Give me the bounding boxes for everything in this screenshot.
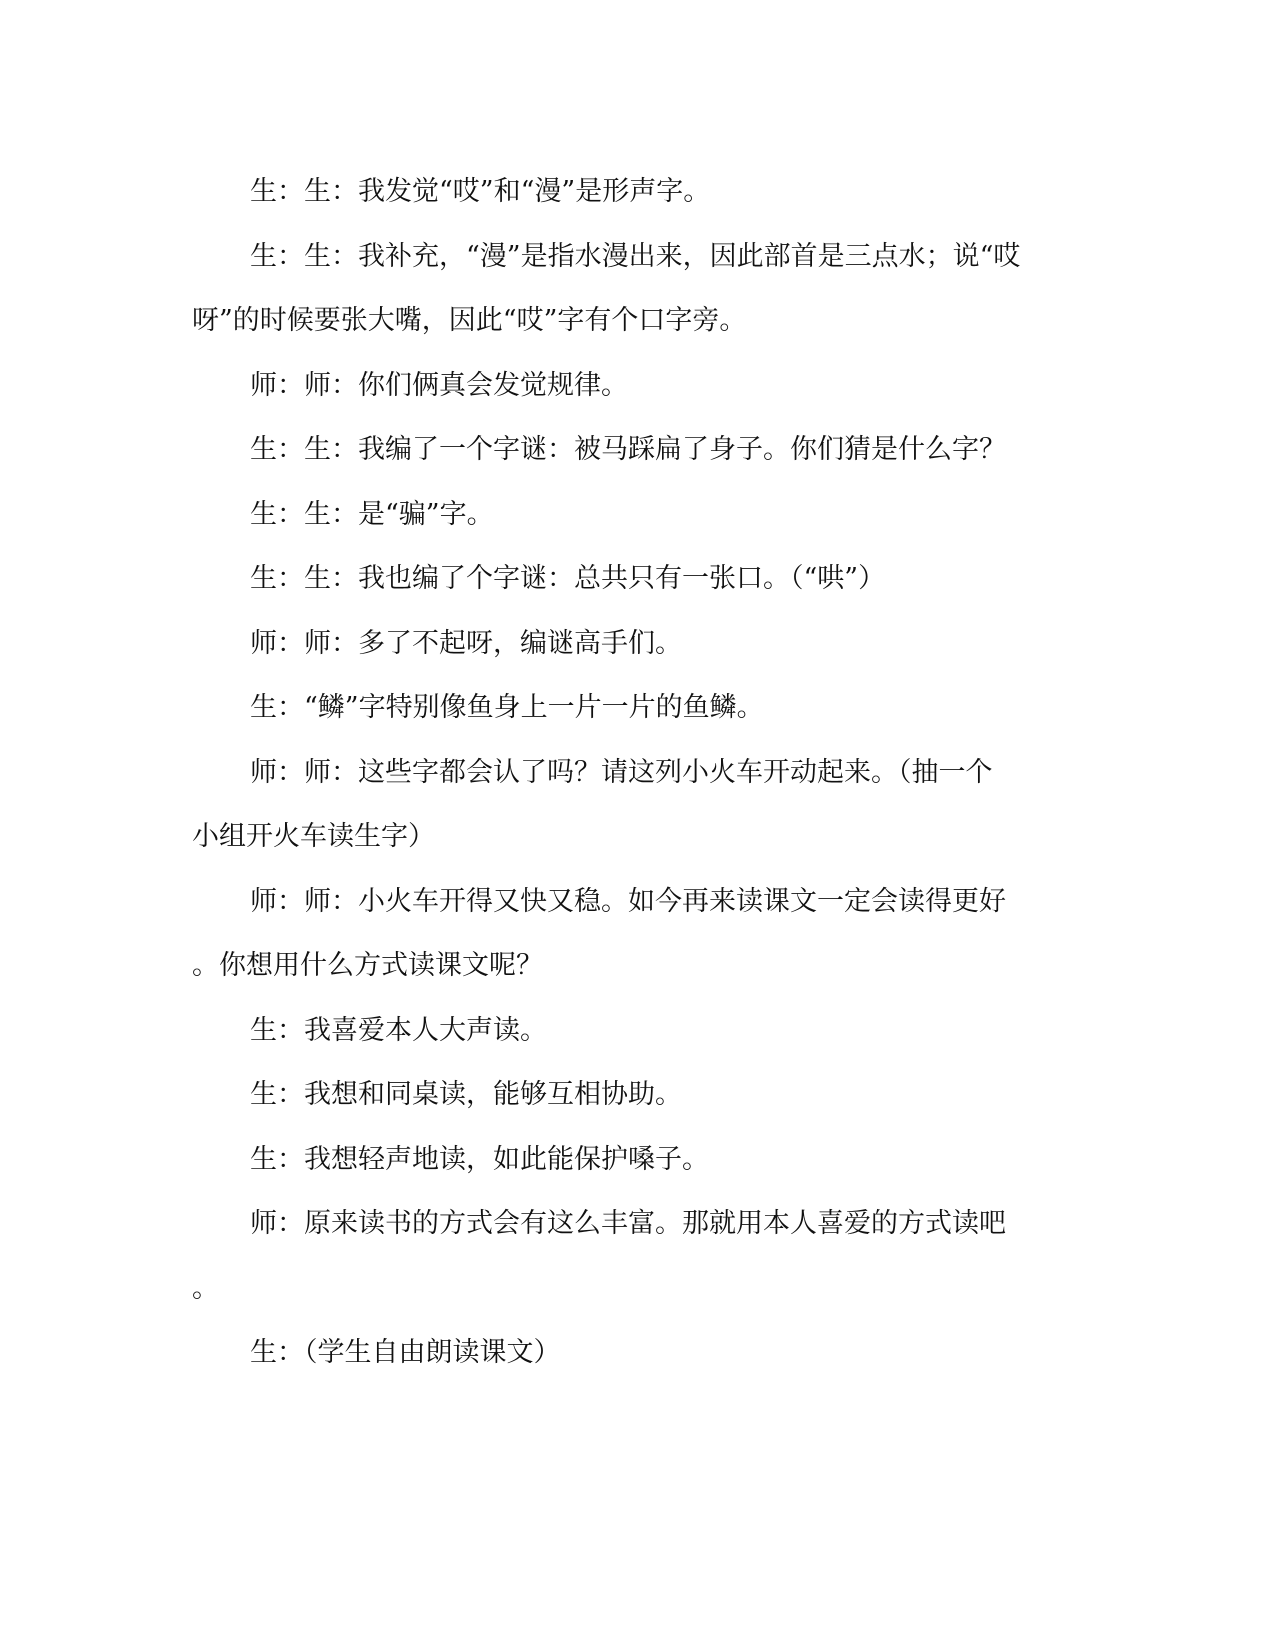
dialogue-paragraph: 生：生：是“骗”字。 [250, 498, 494, 530]
dialogue-paragraph: 师：师：这些字都会认了吗？请这列小火车开动起来。（抽一个 小组开火车读生字） [192, 756, 993, 852]
dialogue-paragraph: 生：生：我发觉“哎”和“漫”是形声字。 [250, 176, 711, 207]
dialogue-paragraph: 生：生：我编了一个字谜：被马踩扁了身子。你们猜是什么字？ [250, 434, 1006, 465]
dialogue-paragraph: 师：师：多了不起呀，编谜高手们。 [250, 627, 682, 659]
dialogue-paragraph: 生：（学生自由朗读课文） [250, 1337, 561, 1368]
dialogue-paragraph: 师：原来读书的方式会有这么丰富。那就用本人喜爱的方式读吧 。 [192, 1208, 1006, 1304]
dialogue-paragraph: 生：“鳞”字特别像鱼身上一片一片的鱼鳞。 [250, 692, 764, 723]
dialogue-paragraph: 生：生：我也编了个字谜：总共只有一张口。（“哄”） [250, 563, 886, 594]
document-body [192, 160, 1072, 1386]
dialogue-paragraph: 生：我想轻声地读，如此能保护嗓子。 [250, 1143, 709, 1175]
dialogue-paragraph: 师：师：你们俩真会发觉规律。 [250, 369, 628, 401]
dialogue-paragraph: 师：师：小火车开得又快又稳。如今再来读课文一定会读得更好 。你想用什么方式读课文呢？ [192, 885, 1006, 981]
dialogue-paragraph: 生：我喜爱本人大声读。 [250, 1014, 547, 1046]
dialogue-paragraph: 生：生：我补充，“漫”是指水漫出来，因此部首是三点水；说“哎 呀”的时候要张大嘴，因此“哎”字有个口字旁。 [192, 240, 1021, 336]
dialogue-paragraph: 生：我想和同桌读，能够互相协助。 [250, 1079, 682, 1110]
